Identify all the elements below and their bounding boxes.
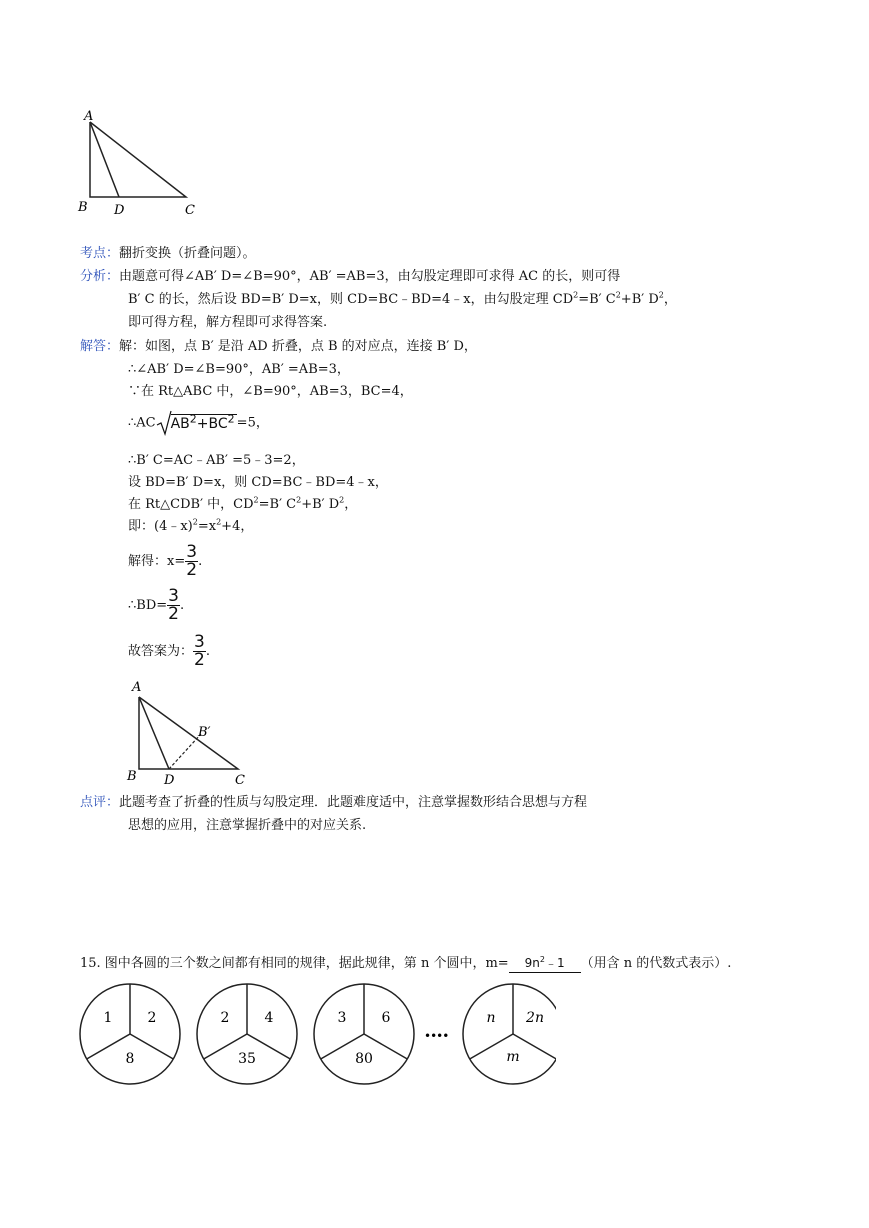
frac-den: 2 — [168, 604, 179, 624]
jieda-line8: 即：$(4﹣x)^2=x^2+4$， — [128, 517, 254, 534]
fig2-label-c: C — [235, 773, 245, 788]
fenxi-line2-a: B′ C 的长，然后设 BD=B′ D=x，则 CD=BC﹣BD=4﹣x，由勾股定理 CD — [128, 292, 574, 307]
jieda-label: 解答： — [80, 339, 120, 354]
circle-2-b: 4 — [264, 1010, 274, 1026]
fenxi-line1: 由题意可得∠AB′ D=∠B=90°，AB′ =AB=3，由勾股定理即可求得 AC 的长，则可得 — [119, 269, 621, 284]
circle-2-c: 35 — [238, 1051, 256, 1067]
dianping-line2: 思想的应用，注意掌握折叠中的对应关系. — [128, 818, 367, 833]
sqrt-ab: AB — [170, 415, 190, 432]
jieda-line10: ∴BD= $\frac{3}{2}$ . — [128, 586, 185, 624]
circle-n-b: 2n — [526, 1010, 544, 1026]
sqrt-bc: +BC — [196, 415, 228, 432]
jieda-line8-b: =x — [197, 519, 217, 534]
circle-pattern — [76, 982, 556, 1086]
circle-3-b: 6 — [381, 1010, 391, 1026]
fenxi-line2: B′ C 的长，然后设 BD=B′ D=x，则 CD=BC﹣BD=4﹣x，由勾股定理 $CD^2=B'$ $C^2+B'$ $D^2$， — [128, 290, 677, 307]
fenxi-line3: 即可得方程，解方程即可求得答案. — [128, 315, 328, 330]
question-15 — [80, 954, 731, 973]
fig1-label-b: B — [78, 200, 88, 215]
sqrt-radicand: $AB^2+BC^2$ — [170, 411, 235, 432]
fenxi-line2-c: +B′ D — [620, 292, 659, 307]
q15-answer-b: ﹣1 — [545, 956, 565, 970]
jieda-line1: 解：如图，点 B′ 是沿 AD 折叠，点 B 的对应点，连接 B′ D， — [119, 339, 477, 354]
fig2-label-d: D — [164, 773, 175, 788]
jieda-line9-pre: 解得：x= — [128, 554, 186, 569]
jieda-line7-b: =B′ C — [258, 497, 297, 512]
jieda-line6: 设 BD=B′ D=x，则 CD=BC﹣BD=4﹣x， — [128, 475, 388, 490]
jieda-line11-pre: 故答案为： — [128, 644, 194, 659]
frac-num: 3 — [194, 632, 205, 652]
jieda-line3: ∵在 Rt△ABC 中，∠B=90°，AB=3，BC=4， — [128, 384, 413, 399]
fig2-label-b: B — [127, 769, 137, 784]
fraction-3-2 — [193, 634, 206, 669]
circle-1-b: 2 — [147, 1010, 157, 1026]
q15-answer-a: 9n — [524, 956, 540, 970]
jieda-line4 — [128, 410, 269, 437]
circle-n-c: m — [506, 1049, 520, 1065]
fraction-3-2 — [185, 544, 198, 579]
circle-n — [463, 984, 556, 1084]
kaodian-row — [80, 245, 256, 263]
circle-1-c: 8 — [125, 1051, 135, 1067]
circle-1 — [80, 984, 180, 1084]
jieda-line4-pre: ∴AC — [128, 415, 156, 431]
sqrt-sign — [156, 410, 172, 436]
q15-answer: $9n^2﹣1$ — [509, 954, 581, 973]
kaodian-text: 翻折变换（折叠问题）。 — [119, 246, 256, 261]
circle-n-a: n — [486, 1010, 496, 1026]
triangle-figure-1 — [74, 104, 204, 219]
jieda-line7-a: 在 Rt△CDB′ 中，CD — [128, 497, 254, 512]
fenxi-row — [80, 268, 620, 286]
fraction-3-2 — [167, 588, 180, 623]
dianping-label: 点评： — [80, 795, 120, 810]
fenxi-label: 分析： — [80, 269, 120, 284]
fig2-label-a: A — [132, 680, 142, 695]
jieda-line11: 故答案为： $\frac{3}{2}$ . — [128, 632, 210, 670]
circle-2-a: 2 — [220, 1010, 230, 1026]
jieda-row — [80, 338, 477, 356]
jieda-line8-c: +4， — [221, 519, 254, 534]
fig1-label-d: D — [114, 203, 125, 218]
frac-den: 2 — [194, 650, 205, 670]
jieda-line10-pre: ∴BD= — [128, 598, 168, 613]
dianping-row — [80, 794, 587, 812]
circle-2 — [197, 984, 297, 1084]
kaodian-label: 考点： — [80, 246, 120, 261]
q15-suffix: （用含 n 的代数式表示）. — [580, 956, 732, 971]
triangle-figure-2 — [124, 676, 254, 788]
jieda-line7: 在 Rt△CDB′ 中，$CD^2=B'$ $C^2+B'$ $D^2$， — [128, 495, 358, 512]
circle-3-a: 3 — [337, 1010, 347, 1026]
jieda-line8-a: 即：(4﹣x) — [128, 519, 193, 534]
jieda-line9: 解得：x= $\frac{3}{2}$ . — [128, 542, 203, 580]
frac-num: 3 — [168, 586, 179, 606]
jieda-line5: ∴B′ C=AC﹣AB′ =5﹣3=2， — [128, 453, 305, 468]
circle-3-c: 80 — [355, 1051, 373, 1067]
ellipsis-dots: •••• — [424, 1029, 449, 1043]
q15-prefix: 15. 图中各圆的三个数之间都有相同的规律，据此规律，第 n 个圆中，m= — [80, 956, 509, 971]
circle-1-a: 1 — [103, 1010, 113, 1026]
frac-num: 3 — [186, 542, 198, 562]
jieda-line4-post: =5， — [236, 415, 269, 431]
frac-den: 2 — [186, 560, 198, 580]
jieda-line2: ∴∠AB′ D=∠B=90°，AB′ =AB=3， — [128, 362, 350, 377]
dianping-line1: 此题考查了折叠的性质与勾股定理．此题难度适中，注意掌握数形结合思想与方程 — [119, 795, 588, 810]
fenxi-line2-b: =B′ C — [578, 292, 616, 307]
fig2-label-bp: B′ — [198, 725, 211, 740]
circle-3 — [314, 984, 414, 1084]
fig1-label-c: C — [185, 203, 195, 218]
fig1-label-a: A — [84, 109, 94, 124]
jieda-line7-c: +B′ D — [301, 497, 340, 512]
